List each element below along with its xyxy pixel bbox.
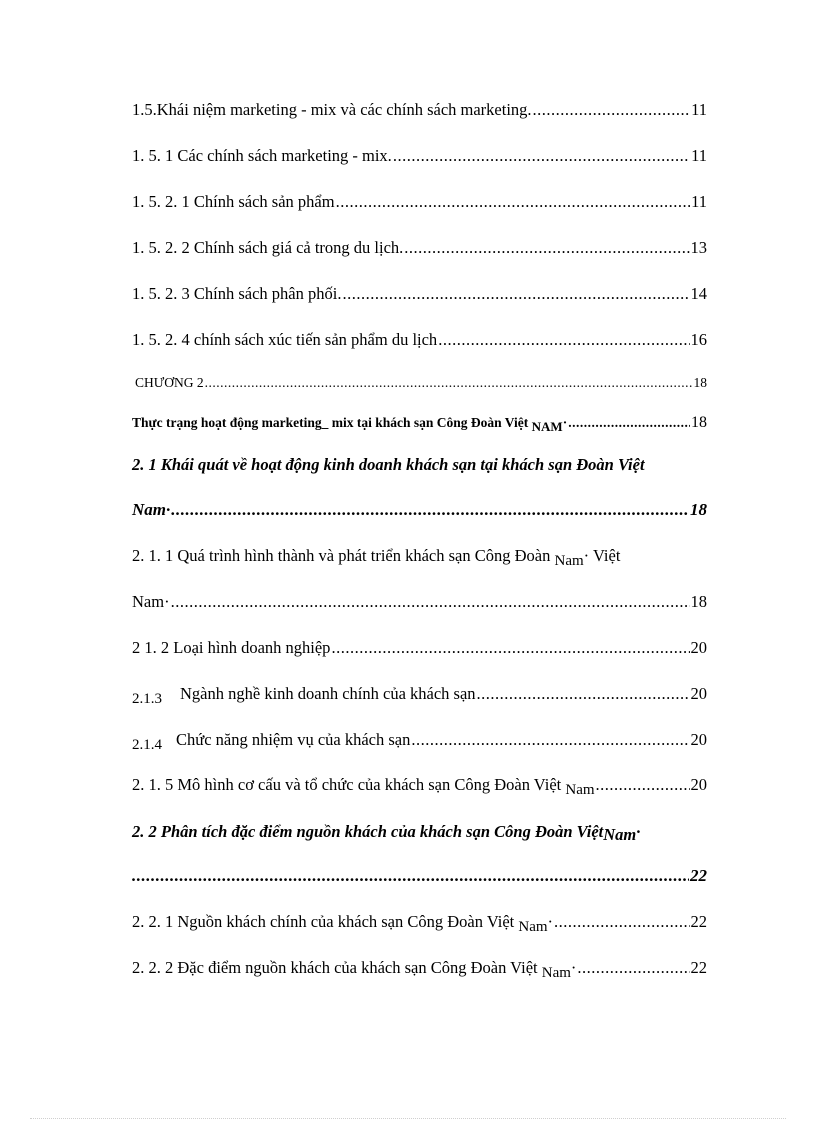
toc-entry-page: 20 <box>690 775 707 794</box>
toc-entry-number: 2.1.4 <box>132 737 162 753</box>
toc-entry-number: 2.1.3 <box>132 691 162 707</box>
toc-entry <box>132 284 707 310</box>
toc-entry-mid: Nam <box>554 553 584 569</box>
leader-dots <box>171 592 690 612</box>
leader-dots <box>577 958 689 978</box>
leader-dots <box>404 238 689 258</box>
toc-entry-title-text: Chức năng nhiệm vụ của khách sạn <box>176 730 411 749</box>
toc-entry-continuation: Nam· <box>132 592 170 611</box>
toc-entry-title-text: 2. 2. 1 Nguồn khách chính của khách sạn Công Đoàn Việt <box>132 912 515 931</box>
toc-entry <box>132 146 707 172</box>
toc-entry <box>132 958 707 984</box>
toc-entry-title: 1. 5. 2. 4 chính sách xúc tiến sản phẩm du lịch <box>132 330 438 349</box>
toc-entry-page: 18 <box>690 500 707 519</box>
toc-entry-page: 22 <box>690 866 707 885</box>
leader-dots <box>393 146 690 166</box>
toc-entry-title-text: 2. 1. 1 Quá trình hình thành và phát triển khách sạn Công Đoàn <box>132 546 551 565</box>
leader-dots <box>132 866 689 886</box>
toc-entry-title <box>132 775 595 798</box>
toc-entry-title: Thực trạng hoạt động marketing_ mix tại khách sạn Công Đoàn Việt NAM· <box>132 415 568 434</box>
toc-entry-title: 1. 5. 1 Các chính sách marketing - mix. <box>132 146 392 165</box>
leader-dots <box>331 638 689 658</box>
toc-entry-cont-text: Nam <box>132 500 166 519</box>
toc-entry-suffix: Nam <box>565 782 595 798</box>
leader-dots <box>596 775 690 795</box>
toc-entry-page: 14 <box>690 284 707 303</box>
chapter-title: CHƯƠNG 2 <box>135 375 204 390</box>
toc-entry-title: 1. 5. 2. 1 Chính sách sản phẩm <box>132 192 335 211</box>
toc-entry-title: 2 1. 2 Loại hình doanh nghiệp <box>132 638 331 657</box>
toc-entry-page: 22 <box>690 912 707 931</box>
toc-entry-title: 2. 2. 1 Nguồn khách chính của khách sạn Công Đoàn Việt Nam· <box>132 912 554 935</box>
toc-entry-title: 2. 1 Khái quát về hoạt động kinh doanh khách sạn tại khách sạn Đoàn Việt <box>132 455 645 474</box>
toc-entry <box>132 775 707 801</box>
toc-entry-title: 1. 5. 2. 3 Chính sách phân phối. <box>132 284 342 303</box>
toc-entry <box>132 500 707 526</box>
toc-entry-page: 13 <box>690 238 707 257</box>
toc-entry <box>132 330 707 356</box>
toc-entry-after: Việt <box>593 546 621 565</box>
page-bottom-border <box>30 1118 786 1119</box>
toc-entry <box>132 730 707 756</box>
toc-entry-title: 2. 2. 2 Đặc điểm nguồn khách của khách sạn Công Đoàn Việt Nam· <box>132 958 577 981</box>
leader-dots <box>477 684 690 704</box>
toc-entry <box>132 414 707 440</box>
leader-dots <box>554 912 689 932</box>
toc-entry-title: 2. 2 Phân tích đặc điểm nguồn khách của khách sạn Công Đoàn ViệtNam· <box>132 822 641 844</box>
leader-dots <box>171 500 689 520</box>
toc-entry-title-text: 2. 1. 5 Mô hình cơ cấu và tổ chức của khách sạn Công Đoàn Việt <box>132 775 562 794</box>
toc-entry-title: 2. 1. 1 Quá trình hình thành và phát triển khách sạn Công Đoàn Nam· Việt <box>132 546 621 569</box>
leader-dots <box>336 192 691 212</box>
toc-entry-title-text: 2. 2. 2 Đặc điểm nguồn khách của khách sạn Công Đoàn Việt <box>132 958 538 977</box>
leader-dots <box>533 100 691 120</box>
toc-entry-suffix: Nam <box>603 825 637 844</box>
leader-dots <box>411 730 689 750</box>
toc-entry-page: 18 <box>691 414 707 431</box>
toc-entry-page: 20 <box>690 730 707 749</box>
toc-entry <box>132 866 707 892</box>
toc-entry-suffix: NAM <box>531 419 563 434</box>
toc-entry <box>132 192 707 218</box>
toc-entry <box>135 375 707 401</box>
toc-entry-page: 18 <box>690 592 707 611</box>
toc-entry <box>132 638 707 664</box>
toc-entry <box>132 684 707 710</box>
leader-dots <box>438 330 689 350</box>
toc-entry-page: 22 <box>690 958 707 977</box>
toc-entry-title <box>132 684 476 707</box>
toc-entry-page: 20 <box>690 638 707 657</box>
toc-entry-cont-text: Nam <box>132 592 165 611</box>
toc-entry-page: 11 <box>691 100 707 119</box>
toc-entry-page: 11 <box>691 146 707 165</box>
toc-entry-continuation: Nam· <box>132 500 171 519</box>
leader-dots <box>568 415 690 431</box>
leader-dots <box>205 375 693 391</box>
toc-entry-suffix: Nam <box>518 919 548 935</box>
toc-entry-title-text: Thực trạng hoạt động marketing_ mix tại khách sạn Công Đoàn Việt <box>132 415 529 430</box>
toc-entry <box>132 592 707 618</box>
toc-entry-page: 20 <box>690 684 707 703</box>
toc-entry <box>132 238 707 264</box>
toc-entry-suffix: Nam <box>541 965 571 981</box>
toc-entry-page: 18 <box>693 375 707 390</box>
toc-entry <box>132 912 707 938</box>
toc-entry-title: 1. 5. 2. 2 Chính sách giá cả trong du lịch. <box>132 238 404 257</box>
toc-entry-title <box>132 730 411 753</box>
toc-entry-page: 16 <box>690 330 707 349</box>
toc-entry <box>132 100 707 126</box>
toc-entry-title-text: Ngành nghề kinh doanh chính của khách sạn <box>180 684 476 703</box>
toc-entry-page: 11 <box>691 192 707 211</box>
toc-entry-title: 1.5.Khái niệm marketing - mix và các chính sách marketing. <box>132 100 532 119</box>
leader-dots <box>342 284 689 304</box>
toc-entry-title-text: 2. 2 Phân tích đặc điểm nguồn khách của khách sạn Công Đoàn Việt <box>132 822 604 841</box>
